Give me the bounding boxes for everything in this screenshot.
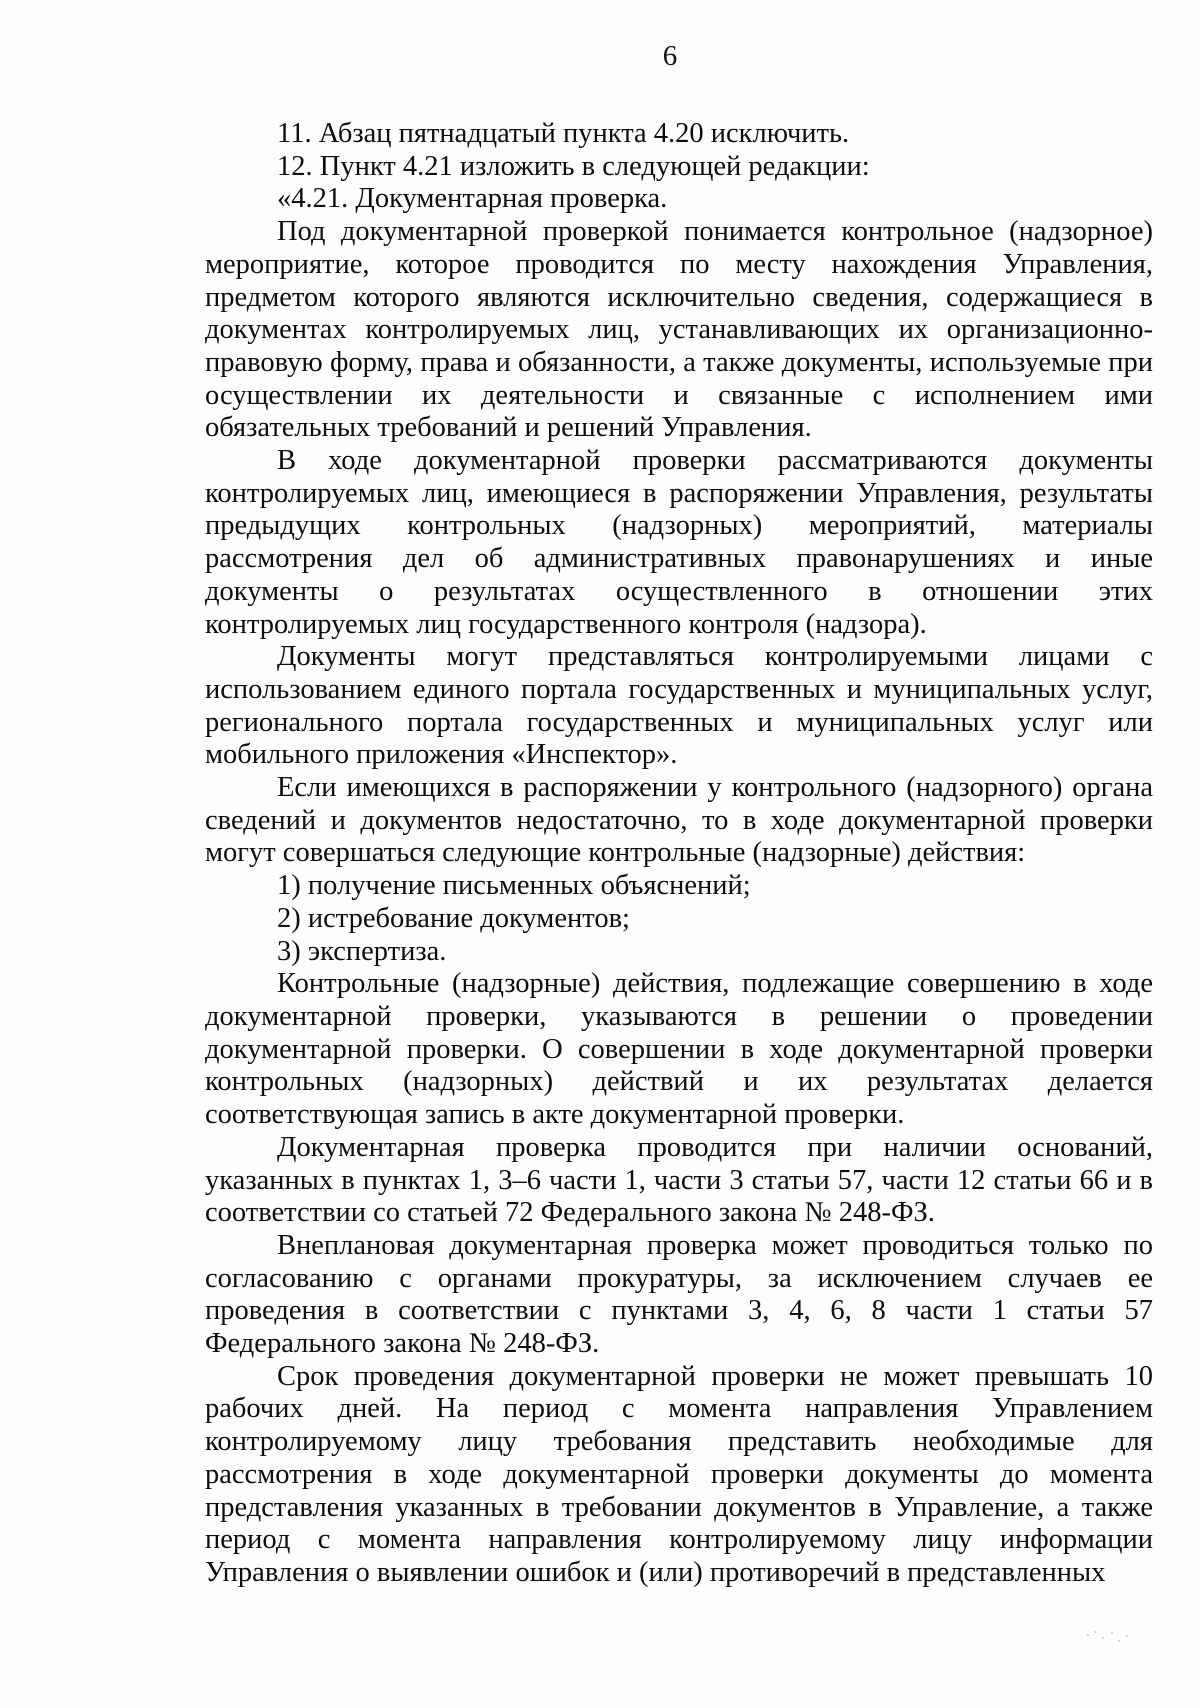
paragraph-documents-reviewed: В ходе документарной проверки рассматриваются документы контролируемых лиц, имеющиеся в распоряжении Управления, результаты предыдущих контрольных (надзорных) мероприятий, материалы рассмотрения дел об административных правонарушениях и иные документы о результатах осуществленного в отношении этих контролируемых лиц государственного контроля (надзора).: [205, 445, 1153, 640]
paragraph-item-12: 12. Пункт 4.21 изложить в следующей редакции:: [277, 150, 870, 182]
list-item-explanations: 1) получение письменных объяснений;: [277, 870, 751, 902]
paragraph-definition: Под документарной проверкой понимается контрольное (надзорное) мероприятие, которое проводится по месту нахождения Управления, предметом которого являются исключительно сведения, содержащиеся в документах контролируемых лиц, устанавливающих их организационно-правовую форму, права и обязанности, а также документы, используемые при осуществлении их деятельности и связанные с исполнением ими обязательных требований и решений Управления.: [205, 216, 1153, 444]
list-item-documents-request: 2) истребование документов;: [277, 902, 630, 934]
paragraph-grounds: Документарная проверка проводится при наличии оснований, указанных в пунктах 1, 3–6 части 1, части 3 статьи 57, части 12 статьи 66 и в соответствии со статьей 72 Федерального закона № 248-ФЗ.: [205, 1131, 1153, 1229]
page-number: 6: [662, 40, 678, 72]
paragraph-item-11: 11. Абзац пятнадцатый пункта 4.20 исключить.: [277, 118, 850, 149]
paragraph-control-actions: Контрольные (надзорные) действия, подлежащие совершению в ходе документарной проверки, указываются в решении о проведении документарной проверки. О совершении в ходе документарной проверки контрольных (надзорных) действий и их результатах делается соответствующая запись в акте документарной проверки.: [205, 968, 1153, 1131]
paragraph-unscheduled: Внеплановая документарная проверка может проводиться только по согласованию с органами прокуратуры, за исключением случаев ее проведения в соответствии с пунктами 3, 4, 6, 8 части 1 статьи 57 Федерального закона № 248-ФЗ.: [205, 1229, 1153, 1360]
paragraph-submission-channels: Документы могут представляться контролируемыми лицами с использованием единого портала государственных и муниципальных услуг, регионального портала государственных и муниципальных услуг или мобильного приложения «Инспектор».: [205, 641, 1153, 771]
scan-noise: [1085, 1628, 1135, 1648]
paragraph-section-heading: «4.21. Документарная проверка.: [277, 183, 668, 215]
document-body: [205, 118, 1153, 1590]
list-item-expertise: 3) экспертиза.: [277, 935, 447, 967]
paragraph-insufficient-info: Если имеющихся в распоряжении у контрольного (надзорного) органа сведений и документов недостаточно, то в ходе документарной проверки могут совершаться следующие контрольные (надзорные) действия:: [205, 772, 1153, 869]
paragraph-duration: Срок проведения документарной проверки не может превышать 10 рабочих дней. На период с момента направления Управлением контролируемому лицу требования представить необходимые для рассмотрения в ходе документарной проверки документы до момента представления указанных в требовании документов в Управление, а также период с момента направления контролируемому лицу информации Управления о выявлении ошибок и (или) противоречий в представленных: [205, 1360, 1153, 1588]
